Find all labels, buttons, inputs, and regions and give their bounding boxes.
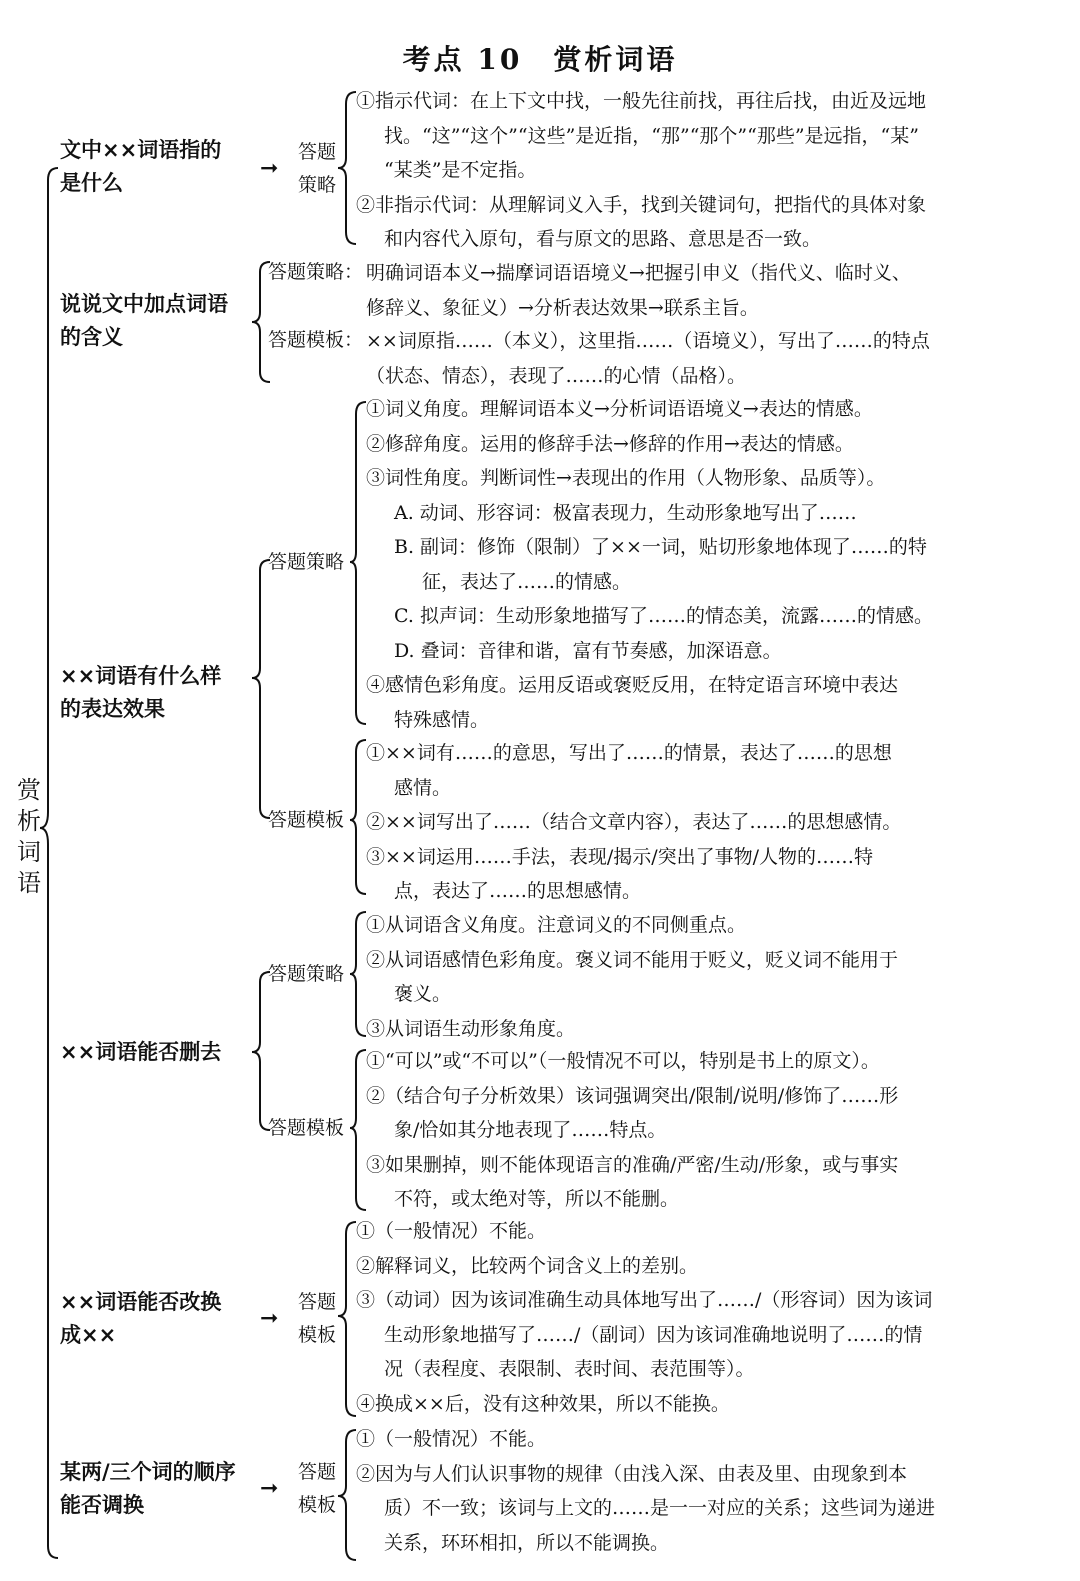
section-4-group-1-content: ①从词语含义角度。注意词义的不同侧重点。 ②从词语感情色彩角度。褒义词不能用于贬义，贬义词不能用于 褒义。 ③从词语生动形象角度。 (366, 914, 899, 1040)
section-2-group-2-content: ××词原指……（本义），这里指……（语境义），写出了……的特点 （状态、情态），表现了……的心情（品格）。 (366, 330, 930, 387)
arrow-icon: ➞ (260, 156, 279, 181)
section-3-group-1-content: ①词义角度。理解词语本义→分析词语语境义→表达的情感。 ②修辞角度。运用的修辞手法→修辞的作用→表达的情感。 ③词性角度。判断词性→表现出的作用（人物形象、品质等）。 A. 动词、形容词：极富表现力，生动形象地写出了…… B. 副词：修饰（限制）了××一词，贴切形象地体现了……的特 征，表达了……的情感。 C. 拟声词：生动形象地描写了……的情态美，流露……的情感。 D. 叠词：音律和谐，富有节奏感，加深语意。 ④感情色彩角度。运用反语或褒贬反用，在特定语言环境中表达 特殊感情。 (366, 398, 933, 731)
section-2-category: 说说文中加点词语 的含义 (60, 292, 228, 349)
section-1-category: 文中××词语指的 是什么 (60, 138, 222, 195)
section-2-group-2-label: 答题模板： (268, 329, 364, 351)
section-6-category: 某两/三个词的顺序 能否调换 (60, 1460, 236, 1517)
section-6-label: 答题 模板 (297, 1461, 336, 1516)
section-2-group-1-label: 答题策略： (268, 261, 364, 283)
section-3-group-1-label: 答题策略 (268, 551, 345, 573)
section-5-category: ××词语能否改换 成×× (60, 1290, 222, 1347)
section-5-label: 答题 模板 (297, 1291, 336, 1346)
page-title: 考点 10 赏析词语 (402, 43, 678, 76)
section-4-group-2-content: ①“可以”或“不可以”（一般情况不可以，特别是书上的原文）。 ②（结合句子分析效果）该词强调突出/限制/说明/修饰了……形 象/恰如其分地表现了……特点。 ③如果删掉，则不能体现语言的准确/严密/生动/形象，或与事实 不符，或太绝对等，所以不能删。 (366, 1050, 899, 1210)
arrow-icon: ➞ (260, 1306, 279, 1331)
root-node: 赏析词语 (17, 776, 41, 897)
section-4-category: ××词语能否删去 (60, 1040, 222, 1064)
section-5-content: ①（一般情况）不能。 ②解释词义，比较两个词含义上的差别。 ③（动词）因为该词准确生动具体地写出了……/（形容词）因为该词 生动形象地描写了……/（副词）因为该词准确地说明了……的情 况（表程度、表限制、表时间、表范围等）。 ④换成××后，没有这种效果，所以不能换。 (356, 1220, 933, 1415)
section-3-group-2-content: ①××词有……的意思，写出了……的情景，表达了……的思想 感情。 ②××词写出了……（结合文章内容），表达了……的思想感情。 ③××词运用……手法，表现/揭示/突出了事物/人物的……特 点，表达了……的思想感情。 (366, 742, 902, 902)
section-1-label: 答题 策略 (297, 141, 336, 196)
section-6-content: ①（一般情况）不能。 ②因为与人们认识事物的规律（由浅入深、由表及里、由现象到本 质）不一致；该词与上文的……是一一对应的关系；这些词为递进 关系，环环相扣，所以不能调换。 (356, 1428, 936, 1554)
section-1-content: ①指示代词：在上下文中找，一般先往前找，再往后找，由近及远地 找。“这”“这个”“这些”是近指，“那”“那个”“那些”是远指，“某” “某类”是不定指。 ②非指示代词：从理解词义入手，找到关键词句，把指代的具体对象 和内容代入原句，看与原文的思路、意思是否一致。 (356, 90, 927, 250)
section-2-group-1-content: 明确词语本义→揣摩词语语境义→把握引申义（指代义、临时义、 修辞义、象征义）→分析表达效果→联系主旨。 (366, 262, 911, 319)
section-4-group-1-label: 答题策略 (268, 963, 345, 985)
section-3-category: ××词语有什么样 的表达效果 (60, 664, 222, 721)
section-4-group-2-label: 答题模板 (268, 1117, 345, 1139)
arrow-icon: ➞ (260, 1476, 279, 1501)
section-3-group-2-label: 答题模板 (268, 809, 345, 831)
